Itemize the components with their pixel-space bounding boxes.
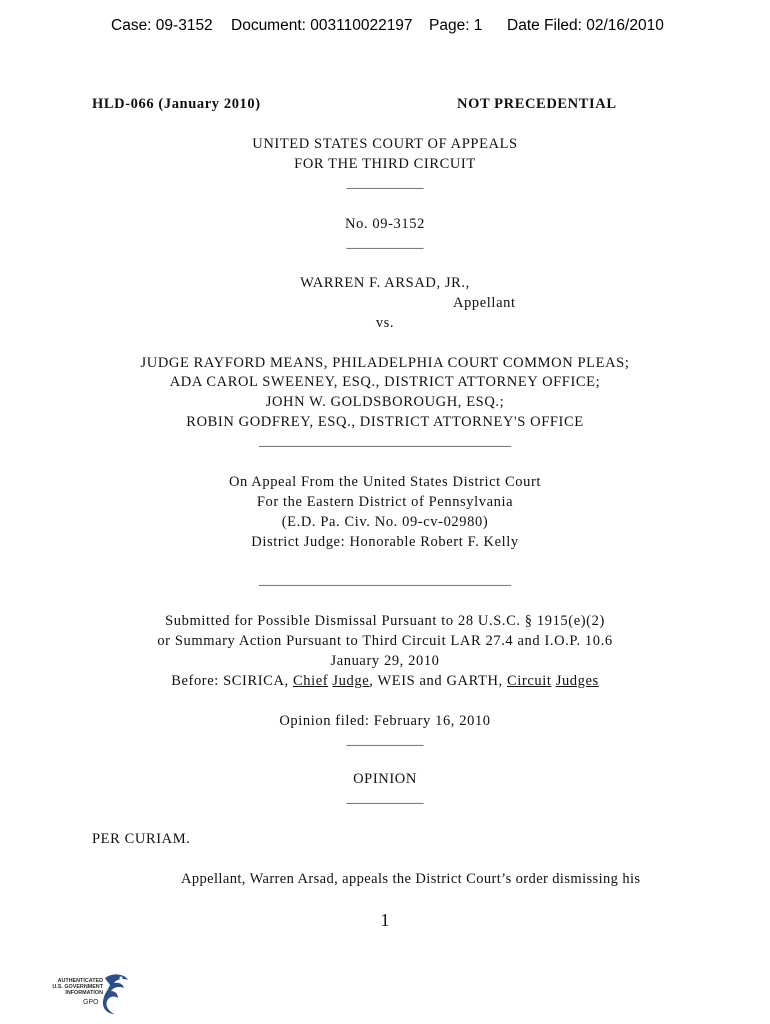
seal-text-line: U.S. GOVERNMENT [52,984,103,991]
page-number: 1 [380,910,390,930]
appeal-info-line: (E.D. Pa. Civ. No. 09-cv-02980) [281,514,489,530]
document-code: HLD-066 (January 2010) [92,96,261,112]
appeal-info-line: For the Eastern District of Pennsylvania [256,494,514,510]
seal-text [43,978,103,997]
appellee-line: JOHN W. GOLDSBOROUGH, ESQ.; [265,394,505,410]
page-label: Page: 1 [429,17,483,34]
seal-text-line: AUTHENTICATED [57,978,103,984]
case-number-label: Case: 09-3152 [111,17,213,34]
versus: vs. [375,315,395,331]
submission-line: or Summary Action Pursuant to Third Circuit LAR 27.4 and I.O.P. 10.6 [157,633,613,649]
gpo-authentication-seal [43,972,133,1016]
appellee-line: JUDGE RAYFORD MEANS, PHILADELPHIA COURT COMMON PLEAS; [140,355,630,371]
divider: ___________ [346,733,424,748]
judges-word: Judges [555,673,599,689]
precedential-status: NOT PRECEDENTIAL [457,96,617,112]
appeal-info-line: District Judge: Honorable Robert F. Kelly [251,534,519,550]
appeal-info-line: On Appeal From the United States District Court [228,474,542,490]
divider-long: ____________________________________ [259,434,511,449]
per-curiam: PER CURIAM. [92,831,191,847]
appellant-role: Appellant [453,295,516,311]
divider: ___________ [346,791,424,806]
seal-gpo-label: GPO [83,999,99,1006]
submission-line: Submitted for Possible Dismissal Pursuant to 28 U.S.C. § 1915(e)(2) [165,613,605,629]
judge-word: Judge [332,673,370,689]
divider: ___________ [346,236,424,251]
document-number-label: Document: 003110022197 [231,17,413,34]
opinion-body-first-line: Appellant, Warren Arsad, appeals the District Court’s order dismissing his [181,871,641,887]
opinion-filed-date: Opinion filed: February 16, 2010 [279,713,491,729]
panel-middle: , WEIS and GARTH, [369,673,507,689]
appellee-line: ADA CAROL SWEENEY, ESQ., DISTRICT ATTORNEY OFFICE; [169,374,601,390]
circuit-word: Circuit [507,673,552,689]
opinion-title: OPINION [353,771,417,787]
case-docket-number: No. 09-3152 [345,216,425,232]
appellee-line: ROBIN GODFREY, ESQ., DISTRICT ATTORNEY'S OFFICE [186,414,584,430]
appellant-name: WARREN F. ARSAD, JR., [300,275,470,291]
court-name-line-1: UNITED STATES COURT OF APPEALS [252,136,518,152]
eagle-icon [101,972,131,1016]
chief-word: Chief [292,673,329,689]
panel-prefix: Before: SCIRICA, [171,673,293,689]
seal-text-line: INFORMATION [65,990,103,997]
divider: ___________ [346,176,424,191]
divider-long: ____________________________________ [259,573,511,588]
panel-judges [0,673,770,690]
date-filed-label: Date Filed: 02/16/2010 [507,17,664,34]
court-name-line-2: FOR THE THIRD CIRCUIT [294,156,476,172]
court-header [0,17,770,37]
submission-date: January 29, 2010 [330,653,440,669]
